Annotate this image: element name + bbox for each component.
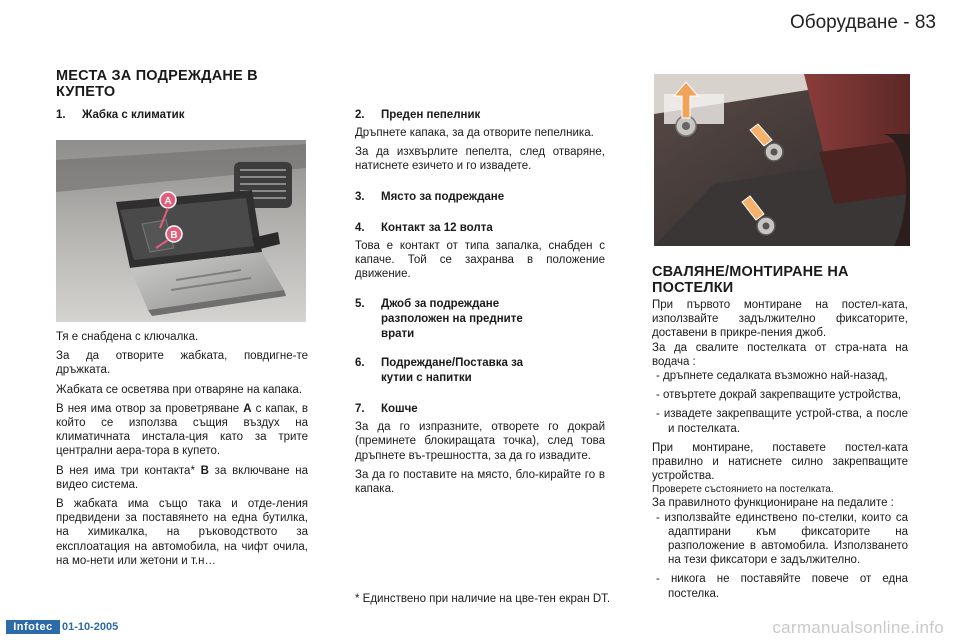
floor-mat-step-3: - извадете закрепващите устрой-ства, а после и постелката. <box>656 408 908 435</box>
floor-mat-illustration <box>654 74 910 246</box>
glovebox-para-5: В нея има три контакта* B за включване на видео система. <box>56 464 308 491</box>
glovebox-para-6: В жабката има също така и отде-ления предвидени за поставянето на една бутилка, на химикалка, на ръководството за експлоатация на автомобила, на чифт очила, на мо-нети или жетони и т.н… <box>56 498 308 567</box>
item-5-heading: 5. Джоб за подреждане разположен на предните врати <box>355 298 523 341</box>
floor-mat-warning-2: - никога не поставяйте повече от една постелка. <box>656 573 908 600</box>
glovebox-para-4: В нея има отвор за проветряване A с капак, в който се използва същия въздух на климатичната инстала-ция като за трите централни аера-тора в купето. <box>56 402 308 458</box>
floor-mat-para-4: Проверете състоянието на постелката. <box>652 484 834 496</box>
middle-column <box>355 108 605 501</box>
item-4-text: Това е контакт от типа запалка, снабден с капаче. Той се захранва в положение движение. <box>355 239 605 281</box>
item-3-heading: 3. Място за подреждане <box>355 190 505 203</box>
floor-mat-warning-1: - използвайте единствено по-стелки, които са адаптирани към фиксаторите на разположение в автомобила. Използването на тези фиксатори е задължително. <box>656 511 908 567</box>
floor-mat-section-title: СВАЛЯНЕ/МОНТИРАНЕ НА ПОСТЕЛКИ <box>652 264 849 296</box>
glovebox-para-1: Тя е снабдена с ключалка. <box>56 331 199 343</box>
item-2-heading: 2. Преден пепелник <box>355 109 481 121</box>
callout-b-label: B <box>170 230 178 241</box>
floor-mat-para-5: За правилното функциониране на педалите : <box>652 497 894 510</box>
item-6-heading: 6. Подреждане/Поставка за кутии с напитки <box>355 357 524 385</box>
item-7-heading: 7. Кошче <box>355 403 418 416</box>
item-2-text: Дръпнете капака, за да отворите пепелника. За да изхвърлите пепелта, след отваряне, натиснете езичето и го извадете. <box>355 127 605 173</box>
floor-mat-photo <box>654 74 910 246</box>
item-1-number: 1. <box>56 109 66 121</box>
glovebox-photo <box>56 140 306 322</box>
item-1-label: Жабка с климатик <box>82 109 185 121</box>
item-4-heading: 4. Контакт за 12 волта <box>355 221 493 234</box>
item-1-heading <box>56 108 326 123</box>
watermark: carmanualsonline.info <box>772 618 944 637</box>
footer-date: 01-10-2005 <box>62 621 119 633</box>
glovebox-para-3: Жабката се осветява при отваряне на капака. <box>56 383 303 396</box>
storage-section-title: МЕСТА ЗА ПОДРЕЖДАНЕ В КУПЕТО <box>56 68 258 100</box>
floor-mat-instructions <box>652 298 908 606</box>
floor-mat-para-1: При първото монтиране на постел-ката, използвайте задължително фиксаторите, доставени в прикре-пения джоб. <box>652 299 908 340</box>
glovebox-description <box>56 330 308 573</box>
callout-a-label: A <box>164 196 172 207</box>
footnote: * Единствено при наличие на цве-тен екран DT. <box>355 593 611 605</box>
floor-mat-para-2: За да свалите постелката от стра-ната на водача : <box>652 341 908 368</box>
glovebox-para-2: За да отворите жабката, повдигне-те дръжката. <box>56 350 308 377</box>
floor-mat-step-2: - отвъртете докрай закрепващите устройства, <box>656 389 902 402</box>
page-header-title: Оборудване - 83 <box>789 12 936 33</box>
item-7-text: За да го изпразните, отворете го докрай (преминете блокиращата точка), след това дръпнете въ-трешността, за да го извадите. За да го поставите на място, бло-кирайте го в капака. <box>355 421 605 496</box>
floor-mat-para-3: При монтиране, поставете постел-ката правилно и натиснете силно закрепващите устройства. <box>652 441 908 483</box>
glovebox-illustration <box>56 140 306 322</box>
floor-mat-step-1: - дръпнете седалката възможно най-назад, <box>656 370 888 383</box>
infotec-logo: Infotec <box>6 620 60 634</box>
